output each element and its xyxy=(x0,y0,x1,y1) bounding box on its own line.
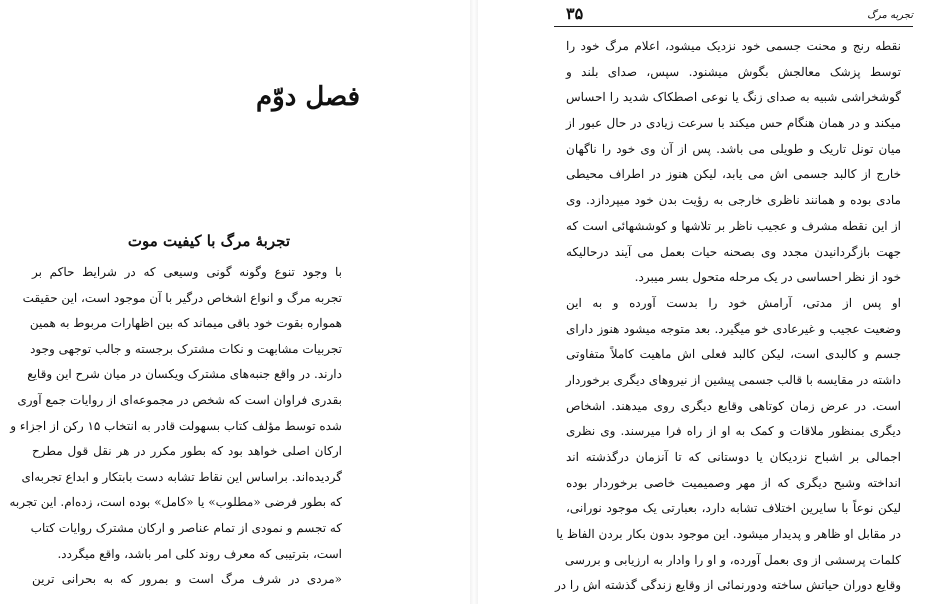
text-line: که تجسم و نمودی از تمام عناصر و ارکان مشترک روایات کتاب xyxy=(30,520,342,535)
text-line: تجربیات مشابهت و نکات مشترک برجسته و جالب توجهی وجود xyxy=(30,341,342,356)
book-gutter xyxy=(470,0,478,604)
text-line: از این نقطه مشرف و عجیب ناظر بر تلاشها و کوششهائی است که xyxy=(566,218,901,233)
right-page-body xyxy=(554,34,901,599)
text-line: جهت بازگردانیدن مجدد وی بصحنه حیات بعمل می آیند درحالیکه xyxy=(566,244,901,259)
text-line: ارکان اصلی خواهد بود که بطور مکرر در هر نقل قول مطرح xyxy=(32,444,342,459)
running-header xyxy=(554,4,913,27)
running-header-title: تجربه مرگ xyxy=(867,10,913,21)
text-line: است. در عرض زمان کوتاهی وقایع دیگری روی میدهند. اشخاص xyxy=(566,398,901,413)
text-line: همواره بقوت خود باقی میماند که بین اظهارات مربوط به همین xyxy=(29,316,342,331)
text-line: «مردی در شرف مرگ است و بمرور که به بحرانی ترین xyxy=(32,572,342,587)
text-line: لیکن نوعاً با سایرین اختلاف تشابه دارد، بعبارتی یک موجود نورانی، xyxy=(566,501,901,516)
text-line: دارند. در واقع جنبه‌های مشترک ویکسان در میان شرح این وقایع xyxy=(27,367,342,382)
right-page xyxy=(478,0,931,604)
text-line: شده توسط مؤلف کتاب بسهولت قادر به انتخاب ۱۵ رکن از اجزاء و xyxy=(10,418,342,433)
text-line: میکند و در همان هنگام حس میکند با سرعت زیادی در حال عبور از xyxy=(566,116,901,131)
text-line: او پس از مدتی، آرامش خود را بدست آورده و به این xyxy=(566,295,901,310)
text-line: داشته در مقایسه با قالب جسمی پیشین از نیروهای دیگری برخوردار xyxy=(565,372,901,387)
section-title: تجربهٔ مرگ با کیفیت موت xyxy=(127,232,290,250)
text-line: میان تونل تاریک و طویلی می باشد. پس از آن وی خود را ناگهان xyxy=(566,141,901,156)
left-page-body xyxy=(9,260,342,593)
text-line: در مقابل او ظاهر و پدیدار میشود. این موجود بدون بکار بردن الفاظ یا xyxy=(556,527,901,542)
text-line: جسم و کالبدی است، لیکن کالبد فعلی اش ماهیت کاملاً متفاوتی xyxy=(566,347,901,362)
text-line: مادی بوده و همانند ناظری خارجی به رؤیت بدن خود میپردازد. وی xyxy=(566,193,901,208)
text-line: است، بترتیبی که معرف روند کلی امر باشد، واقع میگردد. xyxy=(57,546,342,561)
text-line: نقطه رنج و محنت جسمی خود نزدیک میشود، اعلام مرگ خود را xyxy=(566,39,901,53)
text-line: گوشخراشی شبیه به صدای زنگ یا نوعی اصطکاک شدید را احساس xyxy=(566,90,901,105)
page-number: ۳۵ xyxy=(566,4,584,23)
text-line: که بطور فرضی «مطلوب» یا «کامل» بوده است، زده‌ام. این تجربه xyxy=(9,495,342,510)
text-line: دیگری بمنظور ملاقات و کمک به او از راه فرا میرسند. وی نظری xyxy=(566,424,901,439)
chapter-title: فصل دوّم xyxy=(256,82,360,112)
text-line: گردیده‌اند. براساس این نقاط تشابه دست بابتکار و ابداع تجربه‌ای xyxy=(21,469,342,484)
text-line: وقایع دوران حیاتش ساخته ودورنمائی از وقایع زندگی گذشته اش را در xyxy=(554,578,901,593)
text-line: انداخته وشبح دیگری که از مهر وصمیمیت خاصی برخوردار بوده xyxy=(566,475,901,490)
text-line: بقدری فراوان است که شخص در مجموعه‌ای از روایات جمع آوری xyxy=(17,392,342,407)
text-line: وضعیت عجیب و غیرعادی خو میگیرد. بعد متوجه میشود هنوز دارای xyxy=(566,321,901,336)
text-line: با وجود تنوع وگونه گونی وسیعی که در شرایط حاکم بر xyxy=(32,265,342,279)
text-line: اجمالی بر اشباح نزدیکان یا دوستانی که تا آنزمان درگذشته اند xyxy=(566,450,901,464)
text-line: کلمات پرسشی از وی بعمل آورده، و او را وادار به ارزیابی و بررسی xyxy=(564,552,901,567)
text-line: توسط پزشک معالجش بگوش میشنود. سپس، صدای بلند و xyxy=(566,64,901,79)
text-line: خارج از کالبد جسمی اش می یابد، لیکن هنوز در اطراف محیطی xyxy=(566,167,901,182)
text-line: خود از نظر احساسی در یک مرحله متحول بسر میبرد. xyxy=(634,270,901,285)
text-line: تجربه مرگ و انواع اشخاص درگیر با آن موجود است، این حقیقت xyxy=(22,290,342,305)
